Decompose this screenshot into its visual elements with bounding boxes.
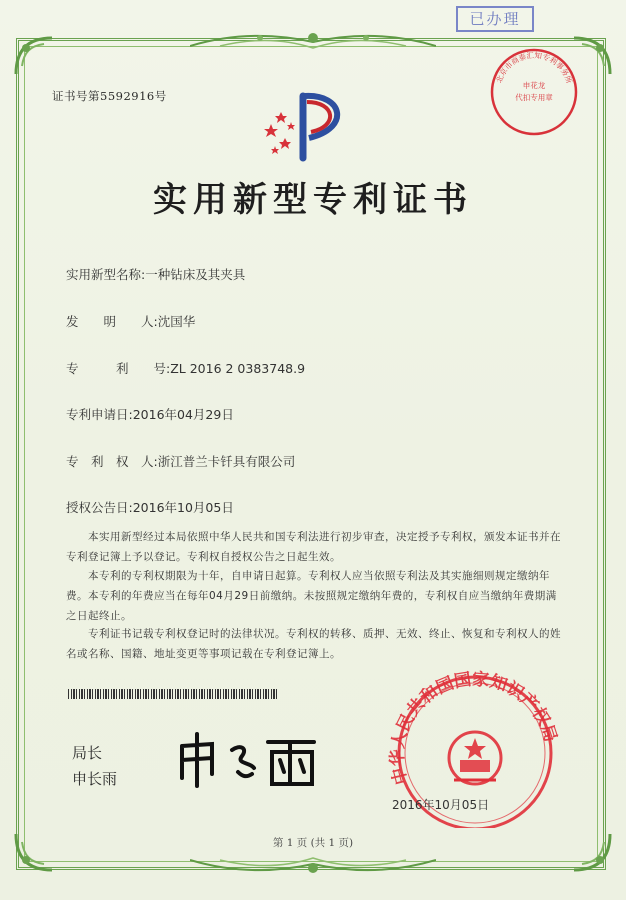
- field-patent-number: [66, 359, 305, 377]
- field-value: ZL 2016 2 0383748.9: [170, 361, 306, 376]
- paragraph-term: 本专利的专利权期限为十年，自申请日起算。专利权人应当依照专利法及其实施细则规定缴纳年费。本专利的年费应当在每年04月29日前缴纳。未按照规定缴纳年费的，专利权自应当缴纳年费期满之日起终止。: [66, 570, 557, 622]
- paragraph-legal-status: 专利证书记载专利权登记时的法律状况。专利权的转移、质押、无效、终止、恢复和专利权人的姓名或名称、国籍、地址变更等事项记载在专利登记簿上。: [66, 628, 561, 660]
- certificate-title: 实用新型专利证书: [153, 180, 473, 220]
- agent-seal-ring-text: 北京市商泰汇知专利事务所: [494, 50, 574, 85]
- field-value: 浙江普兰卡钎具有限公司: [157, 454, 296, 469]
- svg-text:申花龙: 申花龙: [522, 81, 546, 90]
- field-value: 2016年10月05日: [132, 500, 234, 515]
- field-grant-date: [66, 498, 234, 516]
- certificate-number: 证书号第5592916号: [52, 89, 167, 103]
- field-label: 授权公告日:: [66, 500, 133, 515]
- corner-ornament-top-left: [14, 36, 54, 76]
- svg-text:代扣专用章: 代扣专用章: [515, 93, 553, 102]
- field-value: 沈国华: [157, 314, 196, 329]
- field-label: 发 明 人:: [66, 314, 158, 329]
- director-signature: [172, 728, 322, 790]
- page-number: 第 1 页 (共 1 页): [272, 837, 354, 849]
- field-value: 2016年04月29日: [132, 407, 234, 422]
- paragraph-grant: 本实用新型经过本局依照中华人民共和国专利法进行初步审查，决定授予专利权，颁发本证书并在专利登记簿上予以登记。专利权自授权公告之日起生效。: [66, 531, 561, 563]
- patent-office-logo: [255, 88, 365, 166]
- seal-ring-text: 中华人民共和国国家知识产权局: [387, 669, 561, 787]
- director-title: 局长: [72, 744, 103, 762]
- field-label: 专利申请日:: [66, 407, 133, 422]
- field-utility-model-name: [66, 265, 245, 283]
- barcode: [68, 689, 278, 699]
- field-label: 专 利 号:: [66, 361, 171, 376]
- field-label: 专 利 权 人:: [66, 454, 158, 469]
- seal-date: 2016年10月05日: [392, 798, 490, 812]
- field-inventor: [66, 312, 195, 330]
- field-patentee: [66, 452, 295, 470]
- bottom-floral-ornament: [190, 852, 436, 880]
- processed-stamp: 已办理: [456, 6, 534, 32]
- svg-text:北京市商泰汇知专利事务所: [493, 50, 575, 85]
- director-name: 申长雨: [72, 770, 118, 788]
- top-floral-ornament: [190, 26, 436, 54]
- field-filing-date: [66, 405, 234, 423]
- agent-seal: [488, 46, 580, 138]
- field-value: 一种钻床及其夹具: [145, 267, 246, 282]
- field-label: 实用新型名称:: [66, 267, 146, 282]
